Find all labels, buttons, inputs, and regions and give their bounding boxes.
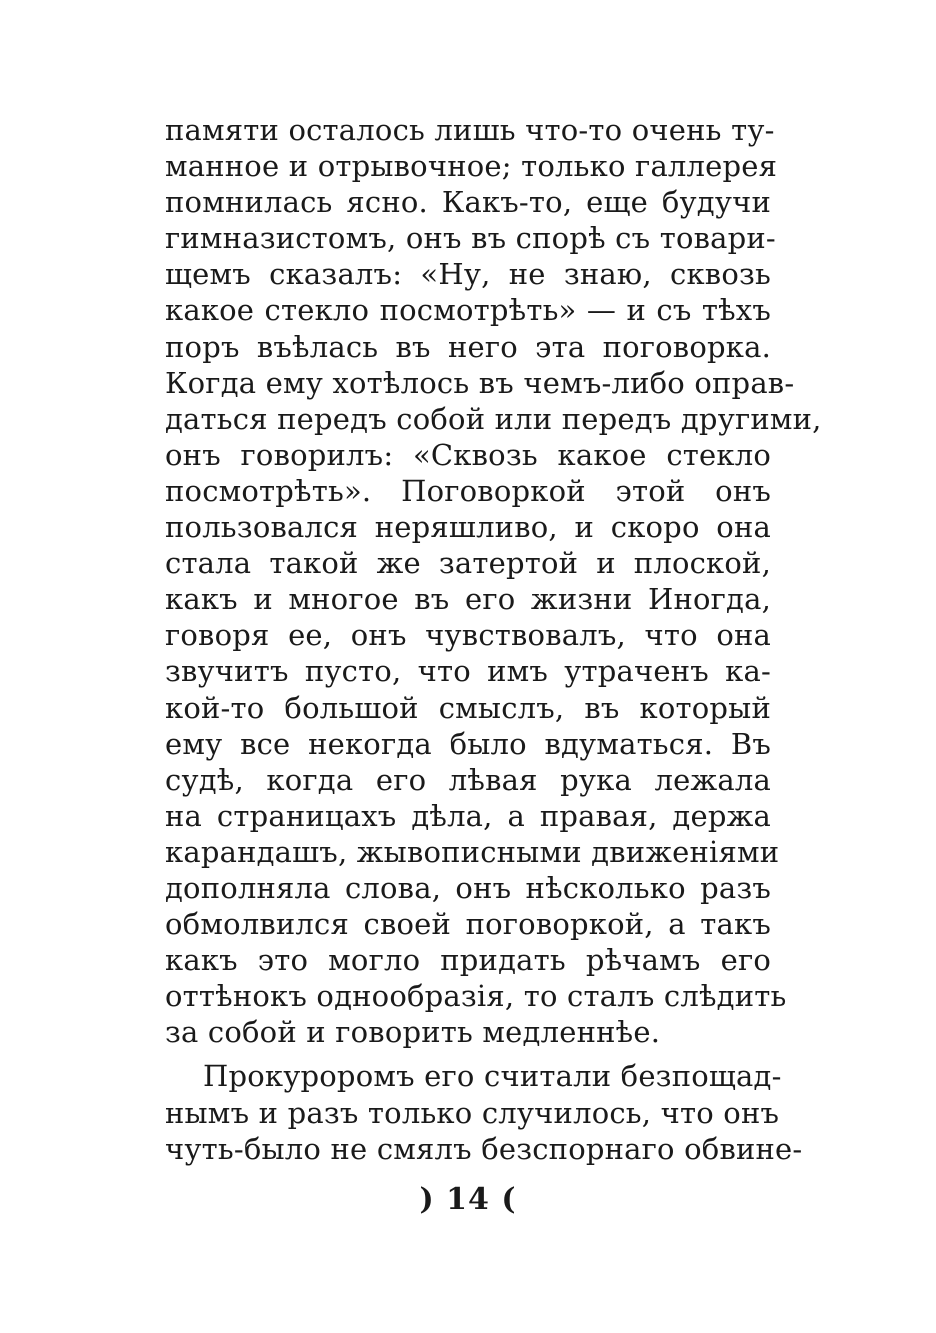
text-line: памяти осталось лишь что-то очень ту- — [165, 113, 775, 147]
text-line: поръ въѣлась въ него эта поговорка. — [165, 329, 771, 364]
text-line: обмолвился своей поговоркой, а такъ — [165, 907, 771, 942]
text-line: какъ и многое въ его жизни Иногда, — [165, 582, 771, 617]
text-line: даться передъ собой или передъ другими, — [165, 401, 822, 436]
text-line: посмотрѣть». Поговоркой этой онъ — [165, 473, 771, 508]
text-line: чуть-было не смялъ безспорнаго обвине- — [165, 1131, 803, 1166]
text-line: манное и отрывочное; только галлерея — [165, 149, 778, 184]
text-line: оттѣнокъ однообразія, то сталъ слѣдить — [165, 979, 787, 1014]
text-line: Прокуроромъ его считали безпощад- — [203, 1059, 782, 1094]
text-line: дополняла слова, онъ нѣсколько разъ — [165, 870, 771, 905]
text-line: стала такой же затертой и плоской, — [165, 546, 771, 581]
text-line: говоря ее, онъ чувствовалъ, что она — [165, 618, 771, 653]
page-number: ) 14 ( — [419, 1182, 517, 1217]
text-line: Когда ему хотѣлось въ чемъ-либо оправ- — [165, 365, 795, 400]
text-line: судѣ, когда его лѣвая рука лежала — [165, 762, 771, 797]
text-line: какое стекло посмотрѣть» — и съ тѣхъ — [165, 293, 771, 328]
paragraph-gap — [165, 1050, 771, 1058]
text-line: звучитъ пусто, что имъ утраченъ ка- — [165, 654, 771, 689]
text-line: нымъ и разъ только случилось, что онъ — [165, 1095, 780, 1130]
text-line: гимназистомъ, онъ въ спорѣ съ товари- — [165, 221, 776, 256]
text-line: карандашъ, жывописными движеніями — [165, 834, 780, 869]
text-line: на страницахъ дѣла, а правая, держа — [165, 798, 771, 833]
text-line: онъ говорилъ: «Сквозь какое стекло — [165, 437, 771, 472]
text-line: пользовался неряшливо, и скоро она — [165, 510, 771, 545]
paragraph-1 — [165, 112, 822, 1050]
text-line: за собой и говорить медленнѣе. — [165, 1015, 661, 1050]
text-line: кой-то большой смыслъ, въ который — [165, 690, 771, 725]
text-line: щемъ сказалъ: «Ну, не знаю, сквозь — [165, 257, 771, 292]
text-line: ему все некогда было вдуматься. Въ — [165, 726, 771, 761]
text-line: какъ это могло придать рѣчамъ его — [165, 943, 771, 978]
text-line: помнилась ясно. Какъ-то, еще будучи — [165, 185, 771, 220]
paragraph-2 — [165, 1058, 803, 1166]
text-block — [165, 112, 822, 1167]
